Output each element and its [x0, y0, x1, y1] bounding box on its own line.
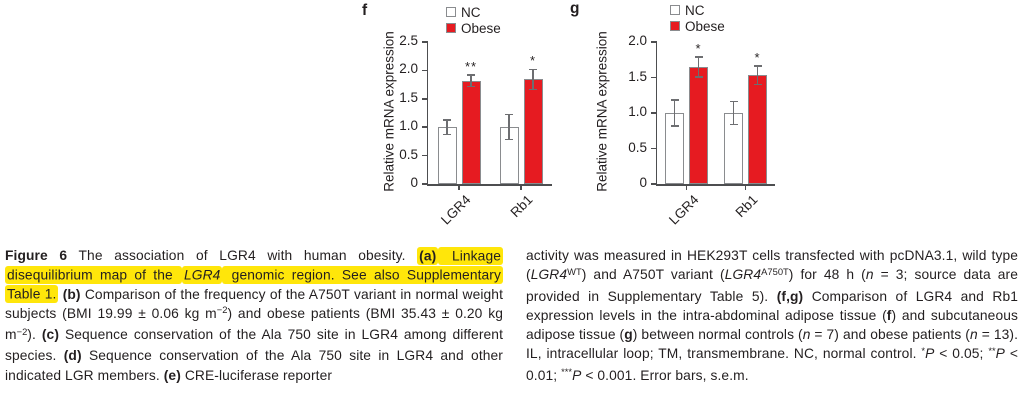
y-tick	[422, 98, 427, 100]
caption-text: ) and A750T variant (	[581, 267, 725, 283]
bar-obese-rb1	[524, 79, 543, 184]
y-axis-label: Relative mRNA expression	[594, 31, 610, 192]
caption-text: n	[865, 267, 874, 283]
caption-text: ***	[561, 367, 573, 378]
error-bar-cap-top	[443, 119, 451, 121]
caption-text: LGR4	[530, 267, 568, 283]
legend-item-obese	[670, 18, 725, 34]
y-axis-line	[656, 41, 658, 186]
highlighted-text: Linkage disequilibrium map of the	[7, 248, 501, 283]
caption-text: P	[995, 346, 1005, 362]
caption-text: ).	[27, 327, 42, 343]
y-tick	[651, 183, 656, 185]
error-bar-cap-bottom	[505, 139, 513, 141]
y-tick-label: 1.5	[399, 89, 418, 105]
error-bar-cap-top	[730, 101, 738, 103]
caption-text: P	[572, 367, 582, 383]
legend-label-nc: NC	[685, 2, 705, 18]
legend-swatch-obese	[670, 21, 680, 31]
error-bar-line	[508, 115, 510, 140]
error-bar-cap-bottom	[730, 124, 738, 126]
error-bar-cap-top	[529, 69, 537, 71]
legend-item-obese	[446, 20, 501, 36]
x-tick-label-rb1: Rb1	[731, 192, 761, 221]
caption-text: ) between normal controls (	[632, 327, 803, 343]
caption-column-left	[5, 246, 503, 385]
y-axis-line	[427, 41, 429, 186]
caption-text: P	[925, 346, 935, 362]
caption-text: Sequence conservation of the Ala 750 site in LGR4 among different species.	[5, 327, 504, 364]
legend-label-obese: Obese	[685, 18, 725, 34]
y-tick-label: 0.5	[399, 146, 418, 162]
legend-swatch-nc	[446, 7, 456, 17]
caption-text: The association of LGR4 with human obesity.	[67, 248, 418, 263]
legend-label-obese: Obese	[461, 20, 501, 36]
y-tick	[422, 70, 427, 72]
bar-nc-lgr4	[438, 127, 457, 184]
caption-text: −2	[16, 326, 28, 337]
legend-swatch-nc	[670, 5, 680, 15]
caption-text: A750T	[761, 266, 789, 277]
y-tick-label: 1.0	[399, 118, 418, 134]
caption-text: < 0.01;	[526, 346, 1018, 383]
y-axis-label: Relative mRNA expression	[381, 31, 397, 192]
caption-text: f	[886, 307, 892, 323]
legend-item-nc	[670, 2, 725, 18]
caption-text: (d)	[63, 348, 82, 364]
caption-text: Figure 6	[5, 248, 68, 263]
panel-g-label: g	[570, 0, 580, 17]
x-tick-label-lgr4: LGR4	[438, 192, 474, 228]
legend	[670, 2, 725, 34]
highlighted-text: (a)	[419, 248, 437, 263]
error-bar-line	[698, 57, 700, 77]
y-tick	[422, 183, 427, 185]
error-bar-line	[446, 120, 448, 135]
error-bar-cap-top	[695, 56, 703, 58]
highlighted-text: LGR4	[184, 267, 221, 283]
error-bar-cap-top	[671, 99, 679, 101]
y-tick-label: 2.5	[399, 33, 418, 48]
error-bar-line	[532, 69, 534, 89]
x-tick	[686, 186, 688, 190]
legend-swatch-obese	[446, 23, 456, 33]
caption-text: (f,g)	[776, 288, 804, 304]
legend	[446, 4, 501, 36]
error-bar-line	[674, 100, 676, 126]
legend-item-nc	[446, 4, 501, 20]
caption-text: ) for 48 h (	[788, 267, 866, 283]
significance-marker-rb1: *	[529, 53, 537, 69]
caption-column-right	[526, 246, 1018, 387]
caption-text: = 3; source data are provided in Supplementary Table 5).	[526, 267, 1018, 304]
panel-f-chart	[340, 0, 575, 242]
error-bar-cap-bottom	[695, 76, 703, 78]
y-tick-label: 2.0	[399, 61, 418, 77]
caption-text: (c)	[41, 327, 60, 343]
error-bar-cap-bottom	[754, 84, 762, 86]
significance-marker-lgr4: *	[695, 40, 702, 56]
caption-text: activity was measured in HEK293T cells transfected with pcDNA3.1, wild type (	[526, 248, 1018, 283]
caption-text: < 0.05;	[934, 346, 989, 362]
y-tick	[422, 41, 427, 43]
y-tick	[651, 148, 656, 150]
y-tick-label: 0	[410, 175, 418, 190]
y-tick-label: 2.0	[628, 33, 647, 48]
error-bar-cap-bottom	[443, 134, 451, 136]
y-tick	[651, 77, 656, 79]
caption-text: Sequence conservation of the Ala 750 site in LGR4 and other indicated LGR members.	[5, 348, 503, 383]
x-tick	[458, 186, 460, 190]
caption-text: *	[921, 345, 926, 356]
y-tick	[422, 155, 427, 157]
caption-text: n	[970, 327, 978, 343]
error-bar-cap-top	[467, 74, 475, 76]
highlighted-text: genomic region. See also Supplementary Table 1.	[7, 267, 501, 302]
caption-text: = 7) and obese patients (	[810, 327, 970, 343]
y-tick-label: 1.0	[628, 104, 647, 119]
caption-text: Comparison of LGR4 and Rb1 expression levels in the intra-abdominal adipose tissue (	[526, 288, 1019, 323]
bar-obese-rb1	[748, 75, 767, 184]
error-bar-cap-top	[505, 114, 513, 116]
caption-text: = 13). IL, intracellular loop; TM, transmembrane. NC, normal control.	[526, 327, 1018, 362]
y-tick	[651, 112, 656, 114]
x-tick	[520, 186, 522, 190]
caption-text: −2	[216, 305, 228, 316]
significance-marker-rb1: *	[754, 50, 761, 66]
x-axis-line	[656, 184, 776, 186]
bar-obese-lgr4	[689, 67, 708, 184]
caption-text: n	[802, 327, 811, 343]
error-bar-cap-bottom	[529, 89, 537, 91]
x-tick-label-lgr4: LGR4	[665, 192, 702, 228]
x-tick	[745, 186, 747, 190]
y-tick-label: 0	[639, 175, 647, 190]
caption-text: LGR4	[724, 267, 762, 283]
y-tick-label: 1.5	[628, 68, 647, 84]
bar-obese-lgr4	[462, 81, 481, 184]
error-bar-cap-top	[754, 65, 762, 67]
caption-text: < 0.001. Error bars, s.e.m.	[581, 367, 749, 383]
caption-text: (e)	[163, 367, 181, 383]
significance-marker-lgr4: **	[464, 58, 478, 74]
caption-text: (b)	[62, 286, 81, 302]
x-tick-label-rb1: Rb1	[507, 192, 536, 221]
caption-text: ) and subcutaneous adipose tissue (	[526, 307, 1018, 343]
error-bar-line	[757, 66, 759, 84]
caption-text: CRE-luciferase reporter	[180, 367, 333, 383]
legend-label-nc: NC	[461, 4, 481, 20]
y-tick-label: 0.5	[628, 139, 647, 155]
caption-text: WT	[567, 266, 582, 277]
caption-text: ) and obese patients (BMI 35.43 ± 0.20 kg m	[5, 305, 503, 343]
caption-text: Comparison of the frequency of the A750T variant in normal weight subjects (BMI 19.99 ± 0.06 kg m	[5, 286, 503, 321]
caption-text: **	[988, 345, 996, 356]
y-tick	[422, 126, 427, 128]
x-axis-line	[427, 184, 553, 186]
panel-g-chart	[562, 0, 797, 242]
error-bar-line	[733, 102, 735, 125]
panel-f-label: f	[362, 2, 368, 19]
error-bar-cap-bottom	[671, 125, 679, 127]
error-bar-cap-bottom	[467, 86, 475, 88]
caption-text: g	[624, 327, 633, 343]
y-tick	[651, 41, 656, 43]
